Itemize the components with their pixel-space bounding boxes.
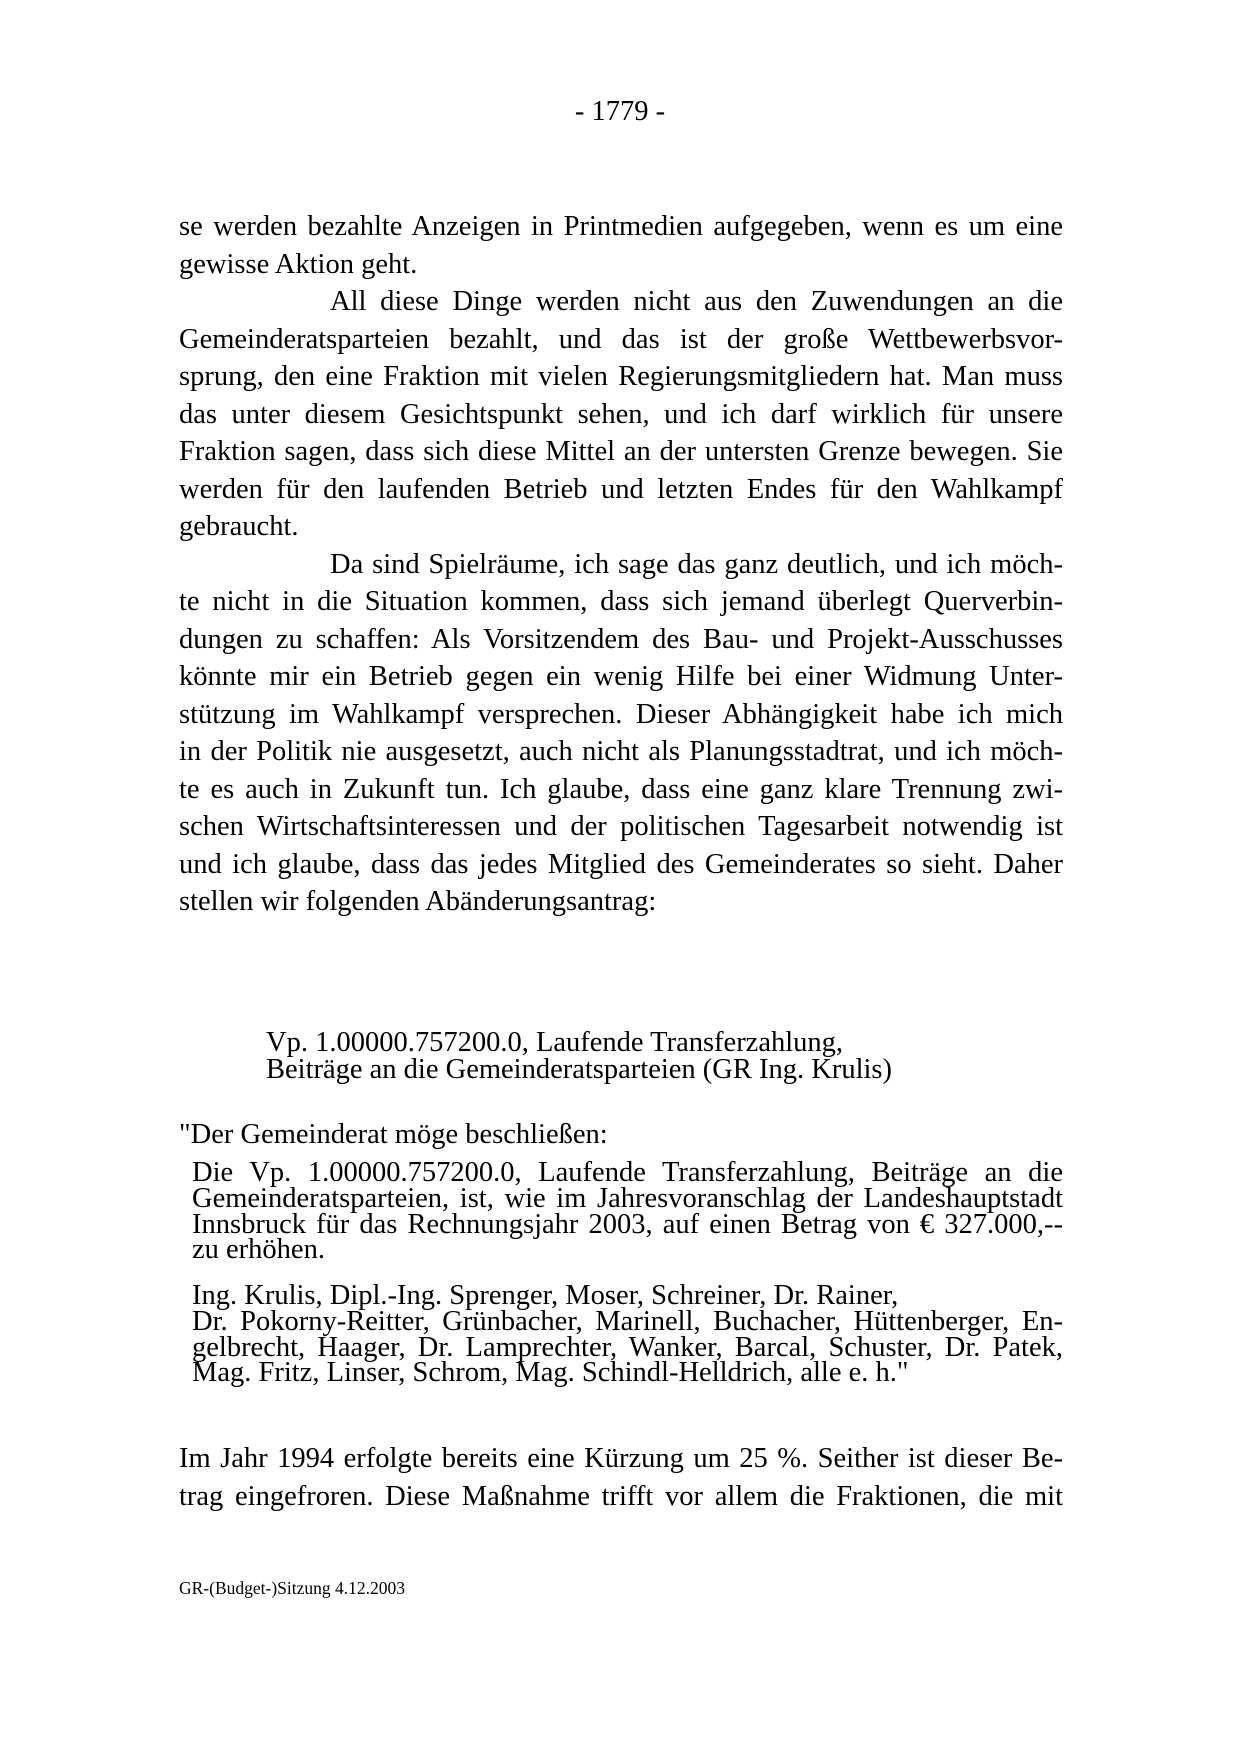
- text-line: Fraktion sagen, dass sich diese Mittel an der untersten Grenze bewegen. Sie: [179, 436, 1063, 467]
- paragraph: [179, 208, 1063, 283]
- text-line: das unter diesem Gesichtspunkt sehen, und ich darf wirklich für unsere: [179, 398, 1063, 430]
- text-line: Die Vp. 1.00000.757200.0, Laufende Transferzahlung, Beiträge an die: [192, 1157, 1063, 1188]
- text-line: Im Jahr 1994 erfolgte bereits eine Kürzung um 25 %. Seither ist dieser Be-: [179, 1443, 1063, 1474]
- text-line: te es auch in Zukunft tun. Ich glaube, dass eine ganz klare Trennung zwi-: [179, 773, 1063, 805]
- text-line: "Der Gemeinderat möge beschließen:: [179, 1119, 608, 1150]
- paragraph: [179, 1440, 1063, 1515]
- text-line: All diese Dinge werden nicht aus den Zuwendungen an die: [330, 286, 1063, 317]
- text-line: dungen zu schaffen: Als Vorsitzendem des Bau- und Projekt-Ausschusses: [179, 623, 1063, 655]
- text-line: in der Politik nie ausgesetzt, auch nicht als Planungsstadtrat, und ich möch-: [179, 736, 1063, 767]
- text-line: Gemeinderatsparteien, ist, wie im Jahresvoranschlag der Landeshauptstadt: [192, 1182, 1063, 1214]
- text-line: te nicht in die Situation kommen, dass sich jemand überlegt Querverbin-: [179, 586, 1063, 617]
- signatory-list: [192, 1280, 1063, 1389]
- text-line: sprung, den eine Fraktion mit vielen Regierungsmitgliedern hat. Man muss: [179, 361, 1063, 392]
- text-line: Gemeinderatsparteien bezahlt, und das ist der große Wettbewerbsvor-: [179, 323, 1063, 355]
- text-line: Ing. Krulis, Dipl.-Ing. Sprenger, Moser, Schreiner, Dr. Rainer,: [192, 1280, 899, 1311]
- text-line: zu erhöhen.: [192, 1234, 325, 1266]
- text-line: Innsbruck für das Rechnungsjahr 2003, auf einen Betrag von € 327.000,--: [192, 1208, 1063, 1240]
- text-line: stellen wir folgenden Abänderungsantrag:: [179, 886, 657, 917]
- motion-intro: [179, 1121, 1063, 1149]
- text-line: se werden bezahlte Anzeigen in Printmedien aufgegeben, wenn es um eine: [179, 211, 1063, 242]
- paragraph: [179, 546, 1063, 921]
- text-line: Vp. 1.00000.757200.0, Laufende Transferzahlung,: [266, 1027, 844, 1058]
- motion-heading: [266, 1029, 1063, 1083]
- text-line: gewisse Aktion geht.: [179, 248, 418, 280]
- text-line: Dr. Pokorny-Reitter, Grünbacher, Marinell, Buchacher, Hüttenberger, En-: [192, 1305, 1063, 1337]
- text-line: Da sind Spielräume, ich sage das ganz deutlich, und ich möch-: [330, 548, 1063, 580]
- text-line: trag eingefroren. Diese Maßnahme trifft vor allem die Fraktionen, die mit: [179, 1480, 1063, 1512]
- page-footer: GR-(Budget-)Sitzung 4.12.2003: [179, 1578, 406, 1598]
- page-number: - 1779 -: [574, 96, 666, 127]
- resolution-text: [192, 1157, 1063, 1266]
- text-line: stützung im Wahlkampf versprechen. Dieser Abhängigkeit habe ich mich: [179, 698, 1063, 730]
- text-line: Beiträge an die Gemeinderatsparteien (GR Ing. Krulis): [266, 1054, 892, 1085]
- paragraph: [179, 283, 1063, 546]
- body-text: [179, 208, 1063, 921]
- text-line: könnte mir ein Betrieb gegen ein wenig Hilfe bei einer Widmung Unter-: [179, 661, 1063, 692]
- text-line: Mag. Fritz, Linser, Schrom, Mag. Schindl-Helldrich, alle e. h.": [192, 1357, 909, 1389]
- text-line: werden für den laufenden Betrieb und letzten Endes für den Wahlkampf: [179, 473, 1063, 505]
- text-line: gelbrecht, Haager, Dr. Lamprechter, Wanker, Barcal, Schuster, Dr. Patek,: [192, 1331, 1063, 1363]
- text-line: gebraucht.: [179, 511, 299, 542]
- text-line: und ich glaube, dass das jedes Mitglied des Gemeinderates so sieht. Daher: [179, 848, 1063, 880]
- text-line: schen Wirtschaftsinteressen und der politischen Tagesarbeit notwendig ist: [179, 811, 1063, 842]
